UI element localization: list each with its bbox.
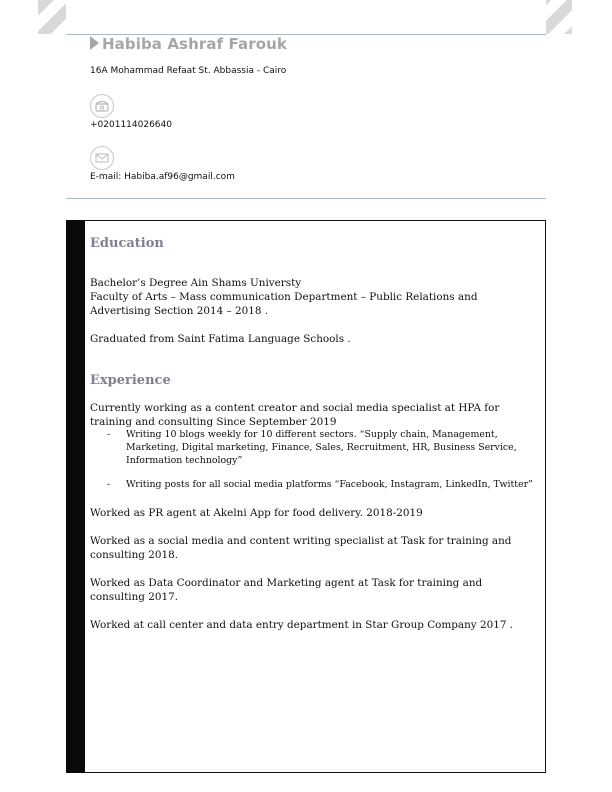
address: 16A Mohammad Refaat St. Abbassia - Cairo: [90, 66, 287, 76]
faculty-line: Faculty of Arts – Mass communication Department – Public Relations and Advertising Section 2014 – 2018 .: [90, 291, 478, 317]
candidate-name: Habiba Ashraf Farouk: [90, 35, 287, 53]
phone-icon: [90, 94, 114, 118]
phone-number: +0201114026640: [90, 120, 172, 130]
education-heading: Education: [90, 236, 164, 251]
school-line: Graduated from Saint Fatima Language Schools .: [90, 333, 351, 345]
current-job-duties: [90, 429, 540, 492]
middle-divider: [66, 198, 546, 199]
experience-heading: Experience: [90, 373, 171, 388]
left-sidebar-bar: [66, 220, 85, 773]
current-job: Currently working as a content creator and social media specialist at HPA for training and consulting Since September 2019: [90, 402, 500, 428]
job-task-2017: Worked as Data Coordinator and Marketing agent at Task for training and consulting 2017.: [90, 577, 483, 604]
list-item: - Writing posts for all social media platforms “Facebook, Instagram, LinkedIn, Twitter”: [107, 479, 533, 491]
envelope-icon: [90, 146, 114, 170]
list-item: - Writing 10 blogs weekly for 10 different sectors. “Supply chain, Management, Marketing, Digital marketing, Finance, Sales, Recruitment, HR, Business Service, Information technology”: [107, 429, 517, 466]
resume-body: [90, 236, 540, 632]
email-address: E-mail: Habiba.af96@gmail.com: [90, 172, 235, 182]
degree-line: Bachelor’s Degree Ain Shams Universty: [90, 277, 302, 289]
header-banner: [38, 0, 572, 34]
triangle-marker-icon: [90, 36, 99, 50]
job-task-2018: Worked as a social media and content writing specialist at Task for training and consulting 2018.: [90, 535, 512, 562]
job-star-group: Worked at call center and data entry department in Star Group Company 2017 .: [90, 619, 514, 632]
job-akelni: Worked as PR agent at Akelni App for food delivery. 2018-2019: [90, 507, 423, 520]
